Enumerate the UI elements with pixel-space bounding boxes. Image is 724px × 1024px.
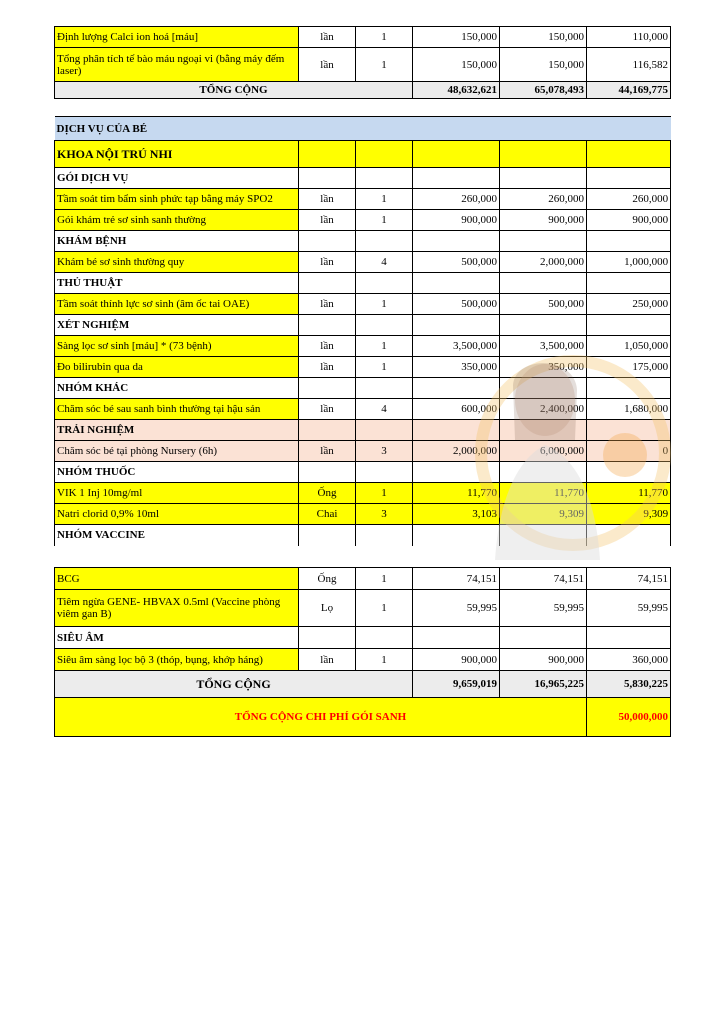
total-price: 48,632,621 [413,82,500,99]
item-name: Đo bilirubin qua da [55,357,299,378]
group-vaccine: NHÓM VACCINE [55,525,299,546]
baby-services-table [54,116,671,546]
department-row [55,141,671,168]
item-package: 1,000,000 [587,252,671,273]
total-label: TỔNG CỘNG [55,671,413,698]
item-amount: 150,000 [500,48,587,82]
item-unit: lần [299,210,356,231]
group-lab: XÉT NGHIỆM [55,315,299,336]
item-price: 260,000 [413,189,500,210]
item-unit: Lọ [299,590,356,627]
table-row [55,48,671,82]
item-unit: lần [299,48,356,82]
group-row [55,462,671,483]
item-price: 500,000 [413,294,500,315]
table-row [55,441,671,462]
item-name: Siêu âm sàng lọc bộ 3 (thóp, bụng, khớp háng) [55,649,299,671]
item-price: 350,000 [413,357,500,378]
total-row [55,671,671,698]
item-qty: 1 [356,483,413,504]
total-row [55,82,671,99]
table-row [55,210,671,231]
item-amount: 59,995 [500,590,587,627]
item-qty: 1 [356,48,413,82]
item-qty: 1 [356,357,413,378]
section-title-row [55,117,671,141]
table-row [55,399,671,420]
item-unit: lần [299,252,356,273]
item-package: 900,000 [587,210,671,231]
item-package: 11,770 [587,483,671,504]
item-package: 1,680,000 [587,399,671,420]
table-row [55,568,671,590]
item-unit: lần [299,649,356,671]
total-package: 44,169,775 [587,82,671,99]
item-amount: 260,000 [500,189,587,210]
item-unit: lần [299,189,356,210]
grand-total-row [55,698,671,737]
total-price: 9,659,019 [413,671,500,698]
item-amount: 350,000 [500,357,587,378]
item-package: 9,309 [587,504,671,525]
item-name: Sàng lọc sơ sinh [máu] * (73 bệnh) [55,336,299,357]
item-amount: 9,309 [500,504,587,525]
table-row [55,294,671,315]
group-row [55,168,671,189]
item-name: Tiêm ngừa GENE- HBVAX 0.5ml (Vaccine phòng viêm gan B) [55,590,299,627]
department-title: KHOA NỘI TRÚ NHI [55,141,299,168]
table-row [55,336,671,357]
group-experience: TRẢI NGHIỆM [55,420,299,441]
item-unit: lần [299,399,356,420]
item-name: Chăm sóc bé tại phòng Nursery (6h) [55,441,299,462]
group-row [55,420,671,441]
item-unit: lần [299,357,356,378]
item-price: 2,000,000 [413,441,500,462]
item-package: 0 [587,441,671,462]
item-amount: 74,151 [500,568,587,590]
item-package: 1,050,000 [587,336,671,357]
item-price: 150,000 [413,27,500,48]
table-row [55,27,671,48]
item-price: 74,151 [413,568,500,590]
table-row [55,483,671,504]
item-price: 150,000 [413,48,500,82]
item-price: 11,770 [413,483,500,504]
item-name: Tầm soát thính lực sơ sinh (âm ốc tai OAE) [55,294,299,315]
item-price: 600,000 [413,399,500,420]
item-price: 900,000 [413,210,500,231]
group-row [55,273,671,294]
group-ultrasound: SIÊU ÂM [55,627,299,649]
item-name: Định lượng Calci ion hoá [máu] [55,27,299,48]
item-name: Natri clorid 0,9% 10ml [55,504,299,525]
item-amount: 11,770 [500,483,587,504]
item-amount: 900,000 [500,649,587,671]
group-row [55,378,671,399]
item-unit: lần [299,336,356,357]
total-amount: 65,078,493 [500,82,587,99]
item-amount: 500,000 [500,294,587,315]
item-package: 250,000 [587,294,671,315]
item-package: 260,000 [587,189,671,210]
item-qty: 4 [356,252,413,273]
item-qty: 3 [356,441,413,462]
grand-total-value: 50,000,000 [587,698,671,737]
item-package: 110,000 [587,27,671,48]
group-exam: KHÁM BỆNH [55,231,299,252]
item-amount: 6,000,000 [500,441,587,462]
item-amount: 150,000 [500,27,587,48]
item-qty: 1 [356,590,413,627]
item-amount: 2,400,000 [500,399,587,420]
item-unit: lần [299,441,356,462]
item-name: Khám bé sơ sinh thường quy [55,252,299,273]
item-qty: 1 [356,189,413,210]
group-row [55,231,671,252]
section-title: DỊCH VỤ CỦA BÉ [55,117,671,141]
item-unit: Ống [299,483,356,504]
item-qty: 1 [356,336,413,357]
item-price: 900,000 [413,649,500,671]
item-qty: 1 [356,27,413,48]
item-name: Chăm sóc bé sau sanh bình thường tại hậu sản [55,399,299,420]
item-price: 500,000 [413,252,500,273]
group-other: NHÓM KHÁC [55,378,299,399]
item-package: 59,995 [587,590,671,627]
group-drug: NHÓM THUỐC [55,462,299,483]
group-row [55,627,671,649]
item-qty: 1 [356,568,413,590]
item-name: VIK 1 Inj 10mg/ml [55,483,299,504]
item-amount: 3,500,000 [500,336,587,357]
item-name: Tổng phân tích tế bào máu ngoại vi (bằng máy đếm laser) [55,48,299,82]
item-qty: 3 [356,504,413,525]
item-unit: lần [299,294,356,315]
table-row [55,357,671,378]
item-unit: lần [299,27,356,48]
item-unit: Chai [299,504,356,525]
item-qty: 1 [356,294,413,315]
total-amount: 16,965,225 [500,671,587,698]
total-package: 5,830,225 [587,671,671,698]
item-package: 116,582 [587,48,671,82]
item-package: 175,000 [587,357,671,378]
item-name: Gói khám trẻ sơ sinh sanh thường [55,210,299,231]
group-row [55,315,671,336]
item-qty: 1 [356,649,413,671]
top-table [54,26,671,99]
grand-total-label: TỔNG CỘNG CHI PHÍ GÓI SANH [55,698,587,737]
item-qty: 4 [356,399,413,420]
table-row [55,189,671,210]
total-label: TỔNG CỘNG [55,82,413,99]
item-name: BCG [55,568,299,590]
baby-services-table-continued [54,567,671,737]
table-row [55,252,671,273]
group-package: GÓI DỊCH VỤ [55,168,299,189]
item-price: 3,500,000 [413,336,500,357]
item-price: 3,103 [413,504,500,525]
item-name: Tầm soát tim bẩm sinh phức tạp bằng máy SPO2 [55,189,299,210]
table-row [55,590,671,627]
group-procedure: THỦ THUẬT [55,273,299,294]
table-row [55,649,671,671]
item-unit: Ống [299,568,356,590]
item-qty: 1 [356,210,413,231]
item-package: 74,151 [587,568,671,590]
item-price: 59,995 [413,590,500,627]
item-amount: 2,000,000 [500,252,587,273]
item-amount: 900,000 [500,210,587,231]
group-row [55,525,671,546]
item-package: 360,000 [587,649,671,671]
table-row [55,504,671,525]
